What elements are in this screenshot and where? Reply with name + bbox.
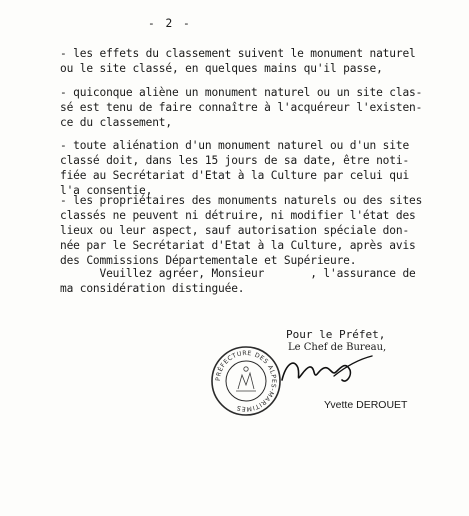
paragraph-owners-obligations: - les propriétaires des monuments naturels ou des sites classés ne peuvent ni détruire, ni modifier l'état des lieux ou leur aspect, sauf autorisation spéciale don- née par le Secrétariat d'Etat à la Culture, après avis des Commissions Départementale et Supérieure.: [60, 194, 423, 267]
paragraph-alienation-notice: - quiconque aliène un monument naturel ou un site clas- sé est tenu de faire connaître à l'acquéreur l'existen- ce du classement,: [60, 86, 423, 129]
svg-text:PRÉFECTURE DES ALPES-MARITIMES: PRÉFECTURE DES ALPES-MARITIMES: [214, 349, 278, 413]
page-number: - 2 -: [148, 17, 192, 30]
signatory-name: Yvette DEROUET: [324, 399, 408, 411]
paragraph-classement-effects: - les effets du classement suivent le monument naturel ou le site classé, en quelques mains qu'il passe,: [60, 47, 416, 75]
signatory-subrole: Le Chef de Bureau,: [288, 342, 387, 353]
paragraph-alienation-notification: - toute aliénation d'un monument naturel ou d'un site classé doit, dans les 15 jours de sa date, être noti- fiée au Secrétariat d'Etat à la Culture par celui qui l'a consentie,: [60, 139, 410, 197]
paragraph-closing-salutation: Veuillez agréer, Monsieur , l'assurance de ma considération distinguée.: [60, 267, 416, 295]
prefecture-stamp: [210, 345, 282, 417]
signatory-role: Pour le Préfet,: [286, 328, 386, 341]
handwritten-signature: [276, 350, 386, 390]
